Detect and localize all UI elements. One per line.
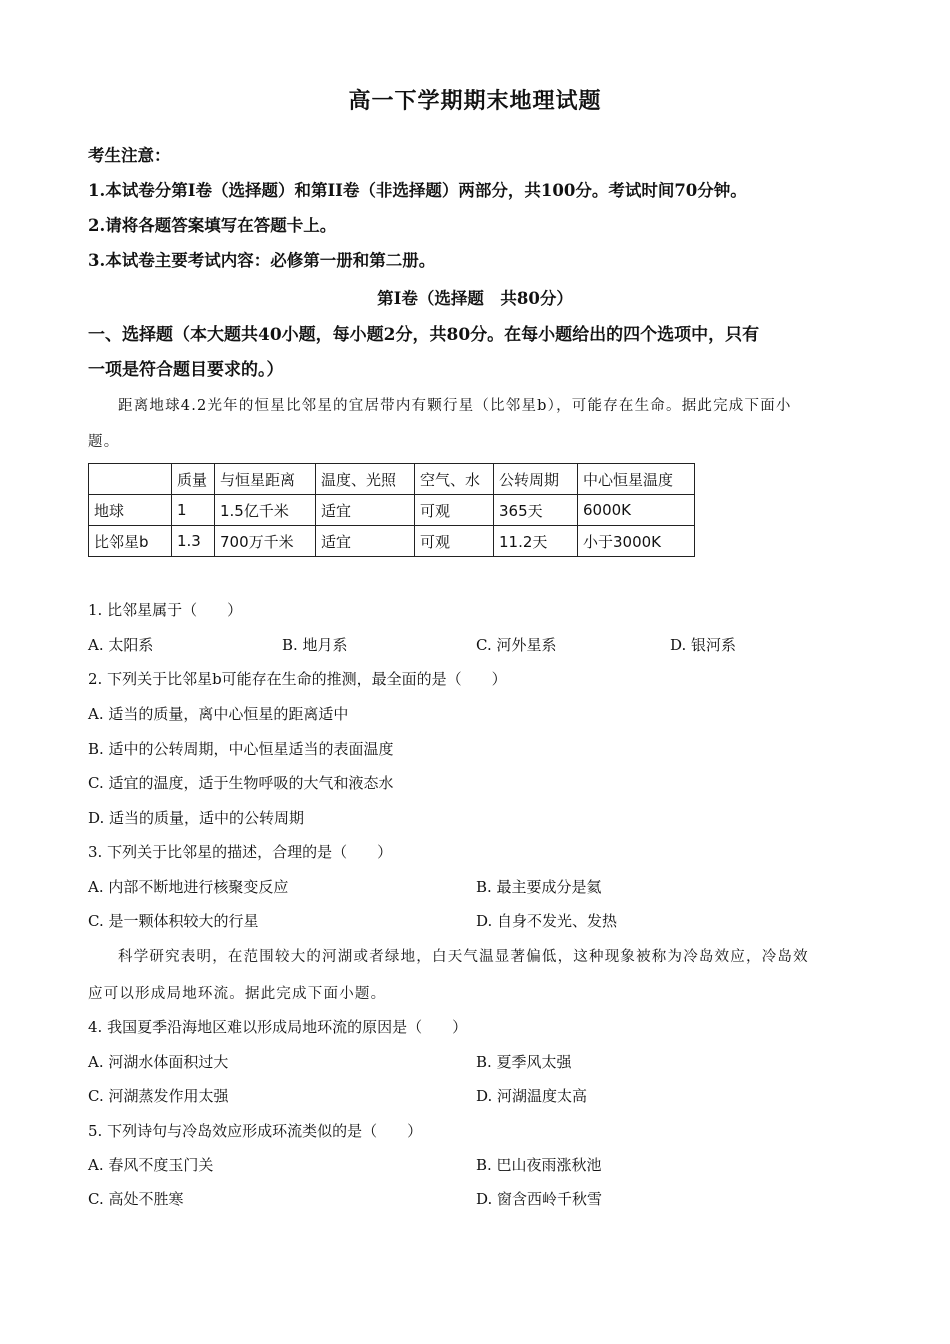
table-cell: 365天 <box>494 495 578 526</box>
table-cell: 小于3000K <box>578 526 695 557</box>
table-row <box>89 495 695 526</box>
question-1-stem: 1. 比邻星属于（ ） <box>88 601 243 619</box>
passage2-line2: 应可以形成局地环流。据此完成下面小题。 <box>88 986 387 1002</box>
table-row <box>89 526 695 557</box>
part1-title: 第Ⅰ卷（选择题 共80分） <box>377 289 573 308</box>
section1-line1: 一、选择题（本大题共40小题，每小题2分，共80分。在每小题给出的四个选项中，只有 <box>88 325 760 345</box>
table-cell: 适宜 <box>316 526 415 557</box>
notice-item-1: 1.本试卷分第Ⅰ卷（选择题）和第II卷（非选择题）两部分，共100分。考试时间70分钟。 <box>88 181 747 200</box>
question-4-option-d: D. 河湖温度太高 <box>476 1087 588 1105</box>
table-cell: 适宜 <box>316 495 415 526</box>
table-cell: 6000K <box>578 495 695 526</box>
table-cell: 可观 <box>415 526 494 557</box>
table-header-cell: 质量 <box>172 464 215 495</box>
table-cell: 1.3 <box>172 526 215 557</box>
question-1-option-a: A. 太阳系 <box>88 636 154 654</box>
question-2-option-a: A. 适当的质量，离中心恒星的距离适中 <box>88 705 349 723</box>
question-3-option-a: A. 内部不断地进行核聚变反应 <box>88 878 289 896</box>
question-4-option-b: B. 夏季风太强 <box>476 1053 572 1071</box>
question-2-option-d: D. 适当的质量，适中的公转周期 <box>88 809 305 827</box>
question-3-option-c: C. 是一颗体积较大的行星 <box>88 912 259 930</box>
question-1-option-c: C. 河外星系 <box>476 636 557 654</box>
question-3-option-d: D. 自身不发光、发热 <box>476 912 618 930</box>
table-header-row <box>89 464 695 495</box>
table-header-cell: 与恒星距离 <box>215 464 316 495</box>
table-cell: 1.5亿千米 <box>215 495 316 526</box>
question-5-stem: 5. 下列诗句与冷岛效应形成环流类似的是（ ） <box>88 1122 423 1140</box>
table-header-cell: 温度、光照 <box>316 464 415 495</box>
question-2-option-b: B. 适中的公转周期，中心恒星适当的表面温度 <box>88 740 394 758</box>
question-2-option-c: C. 适宜的温度，适于生物呼吸的大气和液态水 <box>88 774 394 792</box>
passage1-line1: 距离地球4.2光年的恒星比邻星的宜居带内有颗行星（比邻星b），可能存在生命。据此完成下面小 <box>118 398 792 414</box>
table-cell: 比邻星b <box>89 526 172 557</box>
exam-title: 高一下学期期末地理试题 <box>348 88 602 114</box>
question-4-option-a: A. 河湖水体面积过大 <box>88 1053 229 1071</box>
passage2-line1: 科学研究表明，在范围较大的河湖或者绿地，白天气温显著偏低，这种现象被称为冷岛效应，冷岛效 <box>118 949 809 965</box>
planet-comparison-table <box>88 463 695 557</box>
question-5-option-c: C. 高处不胜寒 <box>88 1190 184 1208</box>
notice-item-2: 2.请将各题答案填写在答题卡上。 <box>88 216 337 235</box>
notice-heading: 考生注意： <box>88 146 171 165</box>
question-3-option-b: B. 最主要成分是氦 <box>476 878 602 896</box>
table-header-cell: 中心恒星温度 <box>578 464 695 495</box>
table-cell: 11.2天 <box>494 526 578 557</box>
table-header-cell: 公转周期 <box>494 464 578 495</box>
table-cell: 地球 <box>89 495 172 526</box>
question-5-option-d: D. 窗含西岭千秋雪 <box>476 1190 603 1208</box>
question-5-option-b: B. 巴山夜雨涨秋池 <box>476 1156 602 1174</box>
question-3-stem: 3. 下列关于比邻星的描述，合理的是（ ） <box>88 843 393 861</box>
table-cell: 可观 <box>415 495 494 526</box>
table-header-cell: 空气、水 <box>415 464 494 495</box>
table-cell: 1 <box>172 495 215 526</box>
section1-line2: 一项是符合题目要求的。） <box>88 360 284 380</box>
question-5-option-a: A. 春风不度玉门关 <box>88 1156 214 1174</box>
question-2-stem: 2. 下列关于比邻星b可能存在生命的推测，最全面的是（ ） <box>88 670 507 688</box>
question-4-option-c: C. 河湖蒸发作用太强 <box>88 1087 229 1105</box>
table-header-cell <box>89 464 172 495</box>
notice-item-3: 3.本试卷主要考试内容：必修第一册和第二册。 <box>88 251 436 270</box>
question-4-stem: 4. 我国夏季沿海地区难以形成局地环流的原因是（ ） <box>88 1018 468 1036</box>
table-cell: 700万千米 <box>215 526 316 557</box>
question-1-option-d: D. 银河系 <box>670 636 737 654</box>
question-1-option-b: B. 地月系 <box>282 636 348 654</box>
passage1-line2: 题。 <box>88 434 120 450</box>
